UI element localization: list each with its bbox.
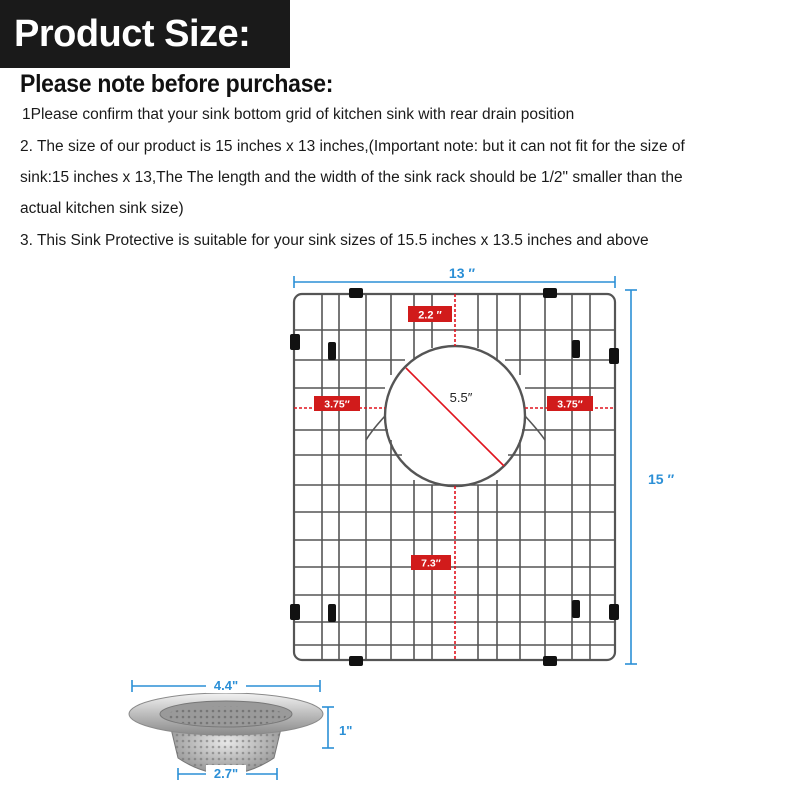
page-title: Product Size: [14,13,251,55]
red-measure-lines [294,294,615,660]
right-side-label [547,396,593,411]
notice-line-4: actual kitchen sink size) [20,200,184,217]
sink-grid-rack [294,294,615,660]
left-side-label [314,396,360,411]
left-side-value: 3.75″ [324,398,350,411]
right-side-value: 3.75″ [557,398,583,411]
hole-diameter-value: 5.5″ [449,390,473,405]
strainer-illustration [129,693,323,774]
strainer-top-value: 4.4" [213,678,239,693]
top-gap-label [408,306,452,322]
strainer-bottom-value: 2.7" [213,766,239,781]
width-value: 13 ″ [448,265,476,281]
notice-line-5: 3. This Sink Protective is suitable for your sink sizes of 15.5 inches x 13.5 inches and above [20,232,649,249]
notice-heading: Please note before purchase: [20,70,334,98]
bottom-gap-value: 7.3″ [421,557,441,570]
strainer-height-value: 1" [339,723,353,738]
notice-line-2: 2. The size of our product is 15 inches x 13 inches,(Important note: but it can not fit for the size of [20,138,685,155]
height-value: 15 ″ [648,471,675,487]
notice-line-1: 1Please confirm that your sink bottom grid of kitchen sink with rear drain position [22,106,575,123]
top-gap-value: 2.2 ″ [418,309,442,322]
height-dimension [625,290,637,664]
strainer-height-dimension [322,707,334,748]
notice-line-3: sink:15 inches x 13,The The length and the width of the sink rack should be 1/2" smaller than the [20,169,683,186]
bottom-gap-label [411,555,451,570]
